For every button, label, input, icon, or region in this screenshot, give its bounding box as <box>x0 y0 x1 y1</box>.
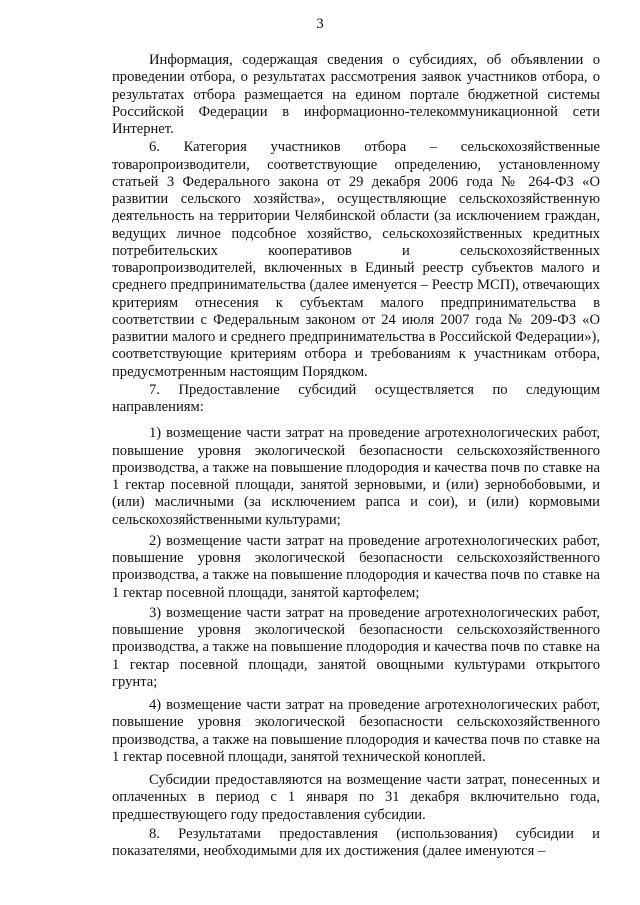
paragraph-6-participant-category: 6. Категория участников отбора – сельскохозяйственные товаропроизводители, соответствующие определению, установленному статьей 3 Федерального закона от 29 декабря 2006 года № 264-ФЗ «О развитии сельского хозяйства», осуществляющие сельскохозяйственную деятельность на территории Челябинской области (за исключением граждан, ведущих личное подсобное хозяйство, сельскохозяйственных кредитных потребительских кооперативов и сельскохозяйственных товаропроизводителей, включенных в Единый реестр субъектов малого и среднего предпринимательства (далее именуется – Реестр МСП), отвечающих критериям отнесения к субъектам малого предпринимательства в соответствии с Федеральным законом от 24 июля 2007 года № 209-ФЗ «О развитии малого и среднего предпринимательства в Российской Федерации»), соответствующие критериям отбора и требованиям к участникам отбора, предусмотренным настоящим Порядком. <box>112 139 600 380</box>
paragraph-info-publication: Информация, содержащая сведения о субсидиях, об объявлении о проведении отбора, о результатах рассмотрения заявок участников отбора, о результатах отбора размещается на едином портале бюджетной системы Российской Федерации в информационно-телекоммуникационной сети Интернет. <box>112 52 600 137</box>
paragraph-subsidy-period: Субсидии предоставляются на возмещение части затрат, понесенных и оплаченных в период с 1 января по 31 декабря включительно года, предшествующего году предоставления субсидии. <box>112 772 600 823</box>
document-body <box>112 52 600 860</box>
list-item-4: 4) возмещение части затрат на проведение агротехнологических работ, повышение уровня экологической безопасности сельскохозяйственного производства, а также на повышение плодородия и качества почв по ставке на 1 гектар посевной площади, занятой технической коноплей. <box>112 697 600 765</box>
list-item-2: 2) возмещение части затрат на проведение агротехнологических работ, повышение уровня экологической безопасности сельскохозяйственного производства, а также на повышение плодородия и качества почв по ставке на 1 гектар посевной площади, занятой картофелем; <box>112 532 600 601</box>
paragraph-7-subsidy-directions: 7. Предоставление субсидий осуществляется по следующим направлениям: <box>112 381 600 415</box>
list-item-1: 1) возмещение части затрат на проведение агротехнологических работ, повышение уровня экологической безопасности сельскохозяйственного производства, а также на повышение плодородия и качества почв по ставке на 1 гектар посевной площади, занятой зерновыми, и (или) зернобобовыми, и (или) масличными (за исключением рапса и сои), и (или) кормовыми сельскохозяйственными культурами; <box>112 425 600 528</box>
paragraph-8-results: 8. Результатами предоставления (использования) субсидии и показателями, необходимыми для их достижения (далее именуются – <box>112 825 600 859</box>
list-item-3: 3) возмещение части затрат на проведение агротехнологических работ, повышение уровня экологической безопасности сельскохозяйственного производства, а также на повышение плодородия и качества почв по ставке на 1 гектар посевной площади, занятой овощными культурами открытого грунта; <box>112 604 600 690</box>
page-number: 3 <box>316 16 324 32</box>
